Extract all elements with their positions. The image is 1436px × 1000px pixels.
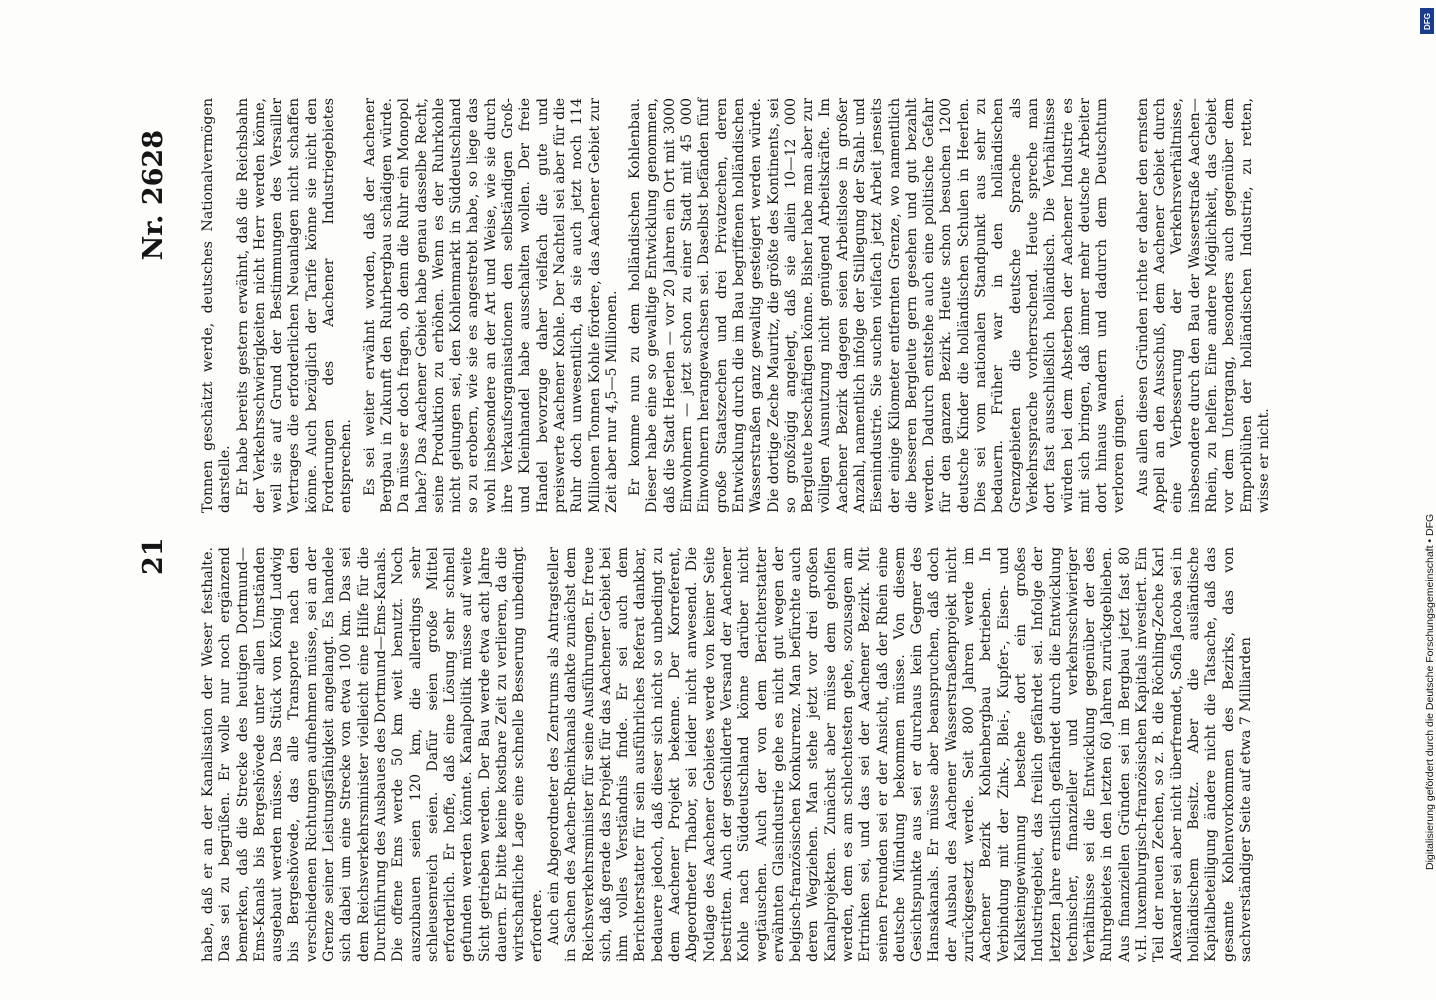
column-right — [200, 98, 1330, 513]
text-columns — [200, 98, 1330, 962]
paragraph: habe, daß er an der Kanalisation der Weser festhalte. Das sei zu begrüßen. Er wolle nur noch ergänzend bemerken, daß die Strecke des heutigen Dortmund—Ems-Kanals bis Bergeshövede unter allen Umständen ausgebaut werden müsse. Das Stück von König Ludwig bis Bergeshövede, das alle Transporte nach den verschiedenen Richtungen aufnehmen müsse, sei an der Grenze seiner Leistungsfähigkeit angelangt. Es handele sich dabei um eine Strecke von etwa 100 km. Das sei dem Reichsverkehrsminister vielleicht eine Hilfe für die Durchführung des Ausbaues des Dortmund—Ems-Kanals. Die offene Ems werde 50 km weit benutzt. Noch auszubauen seien 120 km, die allerdings sehr schleusenreich seien. Dafür seien große Mittel erforderlich. Er hoffe, daß eine Lösung sehr schnell gefunden werden könnte. Kanalpolitik müsse auf weite Sicht getrieben werden. Der Bau werde etwa acht Jahre dauern. Er bitte keine kostbare Zeit zu verlieren, da die wirtschaftliche Lage eine schnelle Besserung unbedingt erfordere. — [200, 547, 545, 962]
digitization-watermark — [1422, 10, 1436, 990]
paragraph: Auch ein Abgeordneter des Zentrums als Antragsteller in Sachen des Aachen-Rheinkanals dankte zunächst dem Reichsverkehrsminister für seine Ausführungen. Er freue sich, daß gerade das Projekt für das Aachener Gebiet bei ihm volles Verständnis finde. Er sei auch dem Berichterstatter für sein ausführliches Referat dankbar, bedauere jedoch, daß dieser sich nicht so unbedingt zu dem Aachener Projekt bekenne. Der Korreferent, Abgeordneter Thabor, sei leider nicht anwesend. Die Notlage des Aachener Gebietes werde von keiner Seite bestritten. Auch der geschilderte Versand der Aachener Kohle nach Süddeutschland könne darüber nicht wegtäuschen. Auch der von dem Berichterstatter erwähnten Glasindustrie gehe es nicht gut wegen der belgisch-französischen Konkurrenz. Man befürchte auch deren Wegziehen. Man stehe jetzt vor drei großen Kanalprojekten. Zunächst aber müsse dem geholfen werden, dem es am schlechtesten gehe, sozusagen am Ertrinken sei, und das sei der Aachener Bezirk. Mit seinen Freunden sei er der Ansicht, daß der Rhein eine deutsche Mündung bekommen müsse. Von diesem Gesichtspunkte aus sei er durchaus kein Gegner des Hansakanals. Er müsse aber beanspruchen, daß doch der Ausbau des Aachener Wasserstraßenprojekt nicht zurückgesetzt werde. Seit 800 Jahren werde im Aachener Bezirk Kohlenbergbau betrieben. In Verbindung mit der Zink-, Blei-, Kupfer-, Eisen- und Kalksteingewinnung bestehe dort ein großes Industriegebiet, das freilich gefährdet sei. Infolge der letzten Jahre ernstlich gefährdet durch die Entwicklung technischer, finanzieller und verkehrsschwieriger Verhältnisse sei die Entwicklung gegenüber der des Ruhrgebietes in den letzten 60 Jahren zurückgeblieben. Aus finanziellen Gründen sei im Bergbau jetzt fast 80 v.H. luxemburgisch-französischen Kapitals investiert. Ein Teil der neuen Zechen, so z. B. die Röchling-Zeche Karl Alexander sei aber nicht überfremdet, Sofia Jacoba sei in holländischem Besitz. Aber die ausländische Kapitalbeteiligung ändere nicht die Tatsache, daß das gesamte Kohlenvorkommen des Bezirks, das von sachverständiger Seite auf etwa 7 Milliarden — [545, 547, 1254, 962]
watermark-text: Digitalisierung gefördert durch die Deutsche Forschungsgemeinschaft • DFG — [1424, 513, 1436, 870]
page-number-left: 21 — [138, 537, 169, 575]
paragraph: Es sei weiter erwähnt worden, daß der Aachener Bergbau in Zukunft den Ruhrbergbau schädigen würde. Da müsse er doch fragen, ob denn die Ruhr ein Monopol habe? Das Aachener Gebiet habe genau dasselbe Recht, seine Produktion zu erhöhen. Wenn es der Ruhrkohle nicht gelungen sei, den Kohlenmarkt in Süddeutschland so zu erobern, wie sie es angestrebt habe, so liege das wohl insbesondere an der Art und Weise, wie sie durch ihre Verkaufsorganisationen den selbständigen Groß- und Kleinhandel habe ausschalten wollen. Der freie Handel bevorzuge daher vielfach die gute und preiswerte Aachener Kohle. Der Nachteil sei aber für die Ruhr doch unwesentlich, da sie auch jetzt noch 114 Millionen Tonnen Kohle fördere, das Aachener Gebiet zur Zeit aber nur 4,5—5 Millionen. — [361, 98, 620, 513]
paragraph: Er habe bereits gestern erwähnt, daß die Reichsbahn der Verkehrsschwierigkeiten nicht Herr werden könne, weil sie auf Grund der Bestimmungen des Versailler Vertrages die erforderlichen Neuanlagen nicht schaffen könne. Auch bezüglich der Tarife könne sie nicht den Forderungen des Aachener Industriegebietes entsprechen. — [234, 98, 355, 513]
paragraph: Aus allen diesen Gründen richte er daher den ernsten Appell an den Ausschuß, dem Aachener Gebiet durch eine Verbesserung der Verkehrsverhältnisse, insbesondere durch den Bau der Wasserstraße Aachen—Rhein, zu helfen. Eine andere Möglichkeit, das Gebiet vor dem Untergang, besonders auch gegenüber dem Emporblühen der holländischen Industrie, zu retten, wisse er nicht. — [1134, 98, 1272, 513]
column-left — [200, 547, 1330, 962]
dfg-logo-text: DFG — [1422, 12, 1432, 30]
paragraph: Tonnen geschätzt werde, deutsches Nationalvermögen darstelle. — [200, 98, 234, 513]
document-page — [130, 90, 1330, 970]
paragraph: Er komme nun zu dem holländischen Kohlenbau. Dieser habe eine so gewaltige Entwicklung genommen, daß die Stadt Heerlen — vor 20 Jahren ein Ort mit 3000 Einwohnern — jetzt schon zu einer Stadt mit 45 000 Einwohnern herangewachsen sei. Daselbst befänden fünf große Staatszechen und drei Privatzechen, deren Entwicklung durch die im Bau begriffenen holländischen Wasserstraßen ganz gewaltig gesteigert werden würde. Die dortige Zeche Mauritz, die größte des Kontinents, sei so großzügig angelegt, daß sie allein 10—12 000 Bergleute beschäftigen könne. Bisher habe man aber zur völligen Ausnutzung nicht genügend Arbeitskräfte. Im Aachener Bezirk dagegen seien Arbeitslose in großer Anzahl, namentlich infolge der Stillegung der Stahl- und Eisenindustrie. Sie suchen vielfach jetzt Arbeit jenseits der einige Kilometer entfernten Grenze, wo namentlich die besseren Bergleute gern gesehen und gut bezahlt werden. Dadurch entstehe auch eine politische Gefahr für den ganzen Bezirk. Heute schon besuchen 1200 deutsche Kinder die holländischen Schulen in Heerlen. Dies sei vom nationalen Standpunkt aus sehr zu bedauern. Früher war in den holländischen Grenzgebieten die deutsche Sprache als Verkehrssprache vorherrschend. Heute spreche man dort fast ausschließlich holländisch. Die Verhältnisse würden bei dem Absterben der Aachener Industrie es mit sich bringen, daß immer mehr deutsche Arbeiter dort hinaus wandern und dadurch dem Deutschtum verloren gingen. — [627, 98, 1128, 513]
page-number-right: Nr. 2628 — [138, 130, 169, 261]
